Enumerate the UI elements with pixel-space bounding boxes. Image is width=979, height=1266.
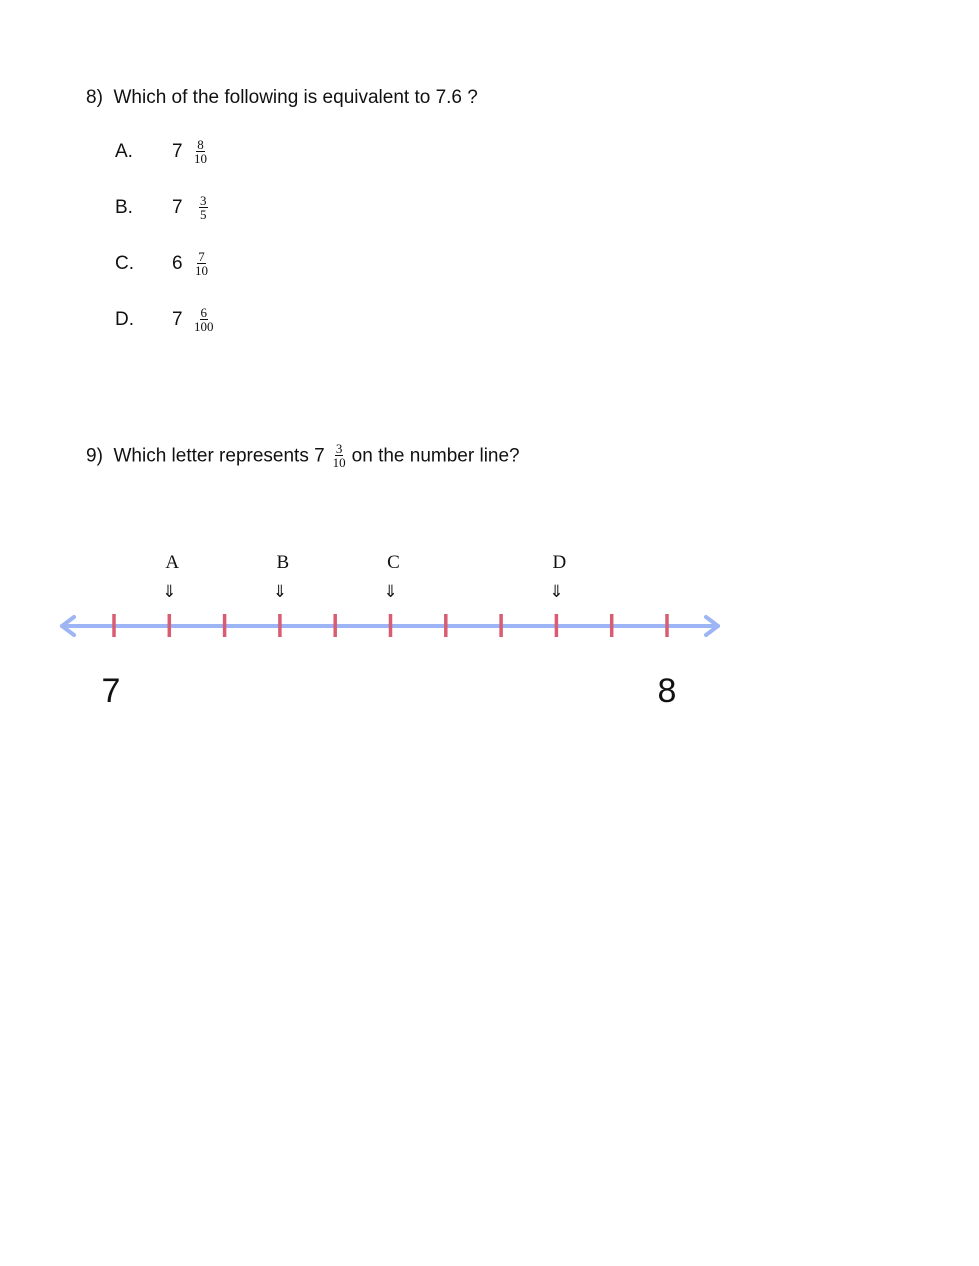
option-a-whole: 7 (172, 141, 183, 162)
option-c-denominator: 10 (195, 263, 208, 278)
question-9-number: 9) (86, 445, 103, 467)
option-a-denominator: 10 (194, 151, 207, 166)
option-b-whole: 7 (172, 197, 183, 218)
marker-arrow-c-icon: ⇓ (383, 582, 398, 602)
option-d-fraction (193, 306, 215, 333)
question-9-numerator: 3 (335, 441, 343, 456)
question-8-text: Which of the following is equivalent to 7.6 ? (113, 87, 478, 108)
marker-arrow-d-icon: ⇓ (549, 582, 564, 602)
question-9-text-after: on the number line? (351, 445, 520, 467)
option-c-fraction (194, 250, 209, 277)
question-9-text-before: Which letter represents 7 (113, 445, 325, 467)
number-line-end-label: 8 (657, 672, 677, 710)
option-c-letter: C. (115, 253, 134, 274)
marker-arrow-a-icon: ⇓ (162, 582, 177, 602)
option-d-numerator: 6 (200, 305, 207, 320)
option-c-numerator: 7 (198, 249, 205, 264)
option-b-numerator: 3 (200, 193, 207, 208)
option-d-denominator: 100 (194, 319, 214, 334)
option-a-fraction (193, 138, 208, 165)
option-c-whole: 6 (172, 253, 183, 274)
number-line (0, 600, 979, 650)
question-8 (86, 87, 478, 109)
option-b-denominator: 5 (200, 207, 207, 222)
question-8-number: 8) (86, 87, 103, 108)
option-a-letter: A. (115, 141, 133, 162)
option-d-whole: 7 (172, 309, 183, 330)
question-9-denominator: 10 (332, 455, 346, 470)
marker-arrow-b-icon: ⇓ (272, 582, 288, 602)
number-line-start-label: 7 (101, 672, 121, 710)
option-b-fraction (199, 194, 208, 221)
marker-letter-b: B (276, 552, 290, 573)
question-9 (86, 443, 520, 470)
option-a-numerator: 8 (197, 137, 204, 152)
question-9-fraction (333, 442, 346, 469)
marker-letter-d: D (552, 552, 567, 573)
marker-letter-c: C (387, 552, 400, 573)
option-b-letter: B. (115, 197, 133, 218)
option-d-letter: D. (115, 309, 134, 330)
marker-letter-a: A (165, 552, 180, 573)
